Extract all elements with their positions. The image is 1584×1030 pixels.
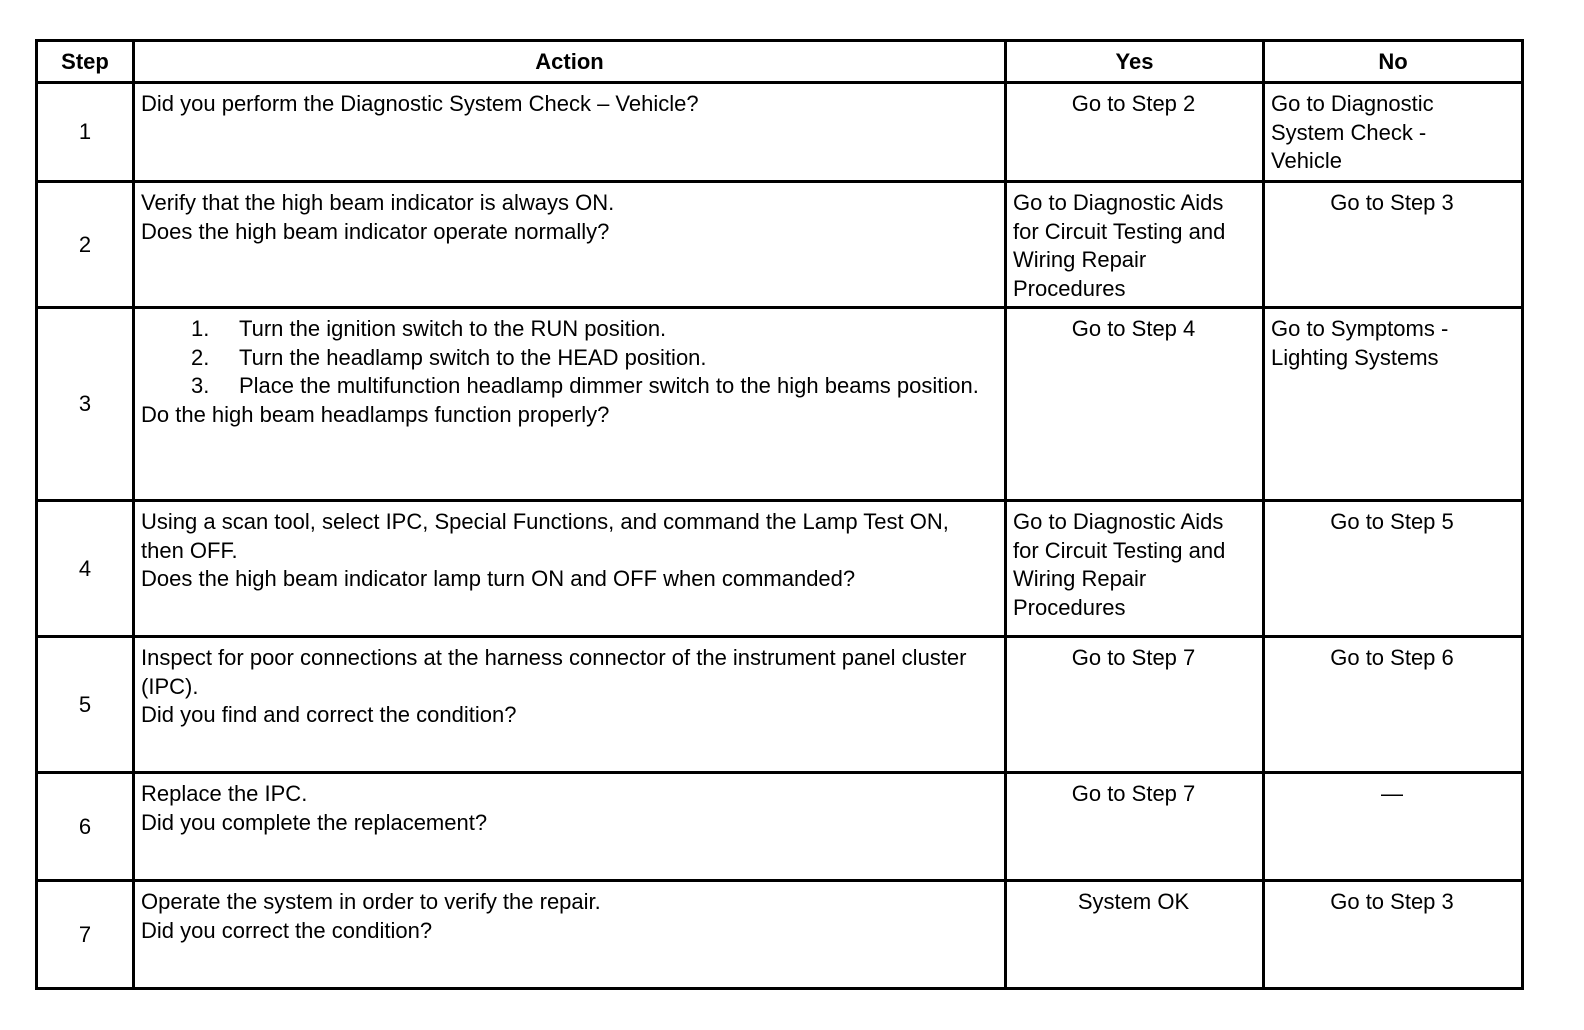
no-cell [1264, 881, 1523, 989]
table-row [37, 881, 1523, 989]
list-item: 2. Turn the headlamp switch to the HEAD position. [191, 344, 707, 370]
yes-result: Go to Step 7 [1071, 645, 1196, 670]
no-result: Go to Diagnostic System Check - Vehicle [1271, 91, 1434, 173]
action-cell [134, 182, 1006, 308]
step-number: 1 [37, 83, 134, 182]
action-instruction: Inspect for poor connections at the harness connector of the instrument panel cluster (IPC). [141, 645, 967, 699]
action-cell [134, 308, 1006, 501]
yes-cell [1006, 773, 1264, 881]
step-number: 5 [37, 637, 134, 773]
action-instruction: Did you perform the Diagnostic System Check – Vehicle? [141, 91, 699, 116]
yes-cell [1006, 308, 1264, 501]
no-cell [1264, 637, 1523, 773]
action-question: Does the high beam indicator lamp turn ON and OFF when commanded? [141, 566, 856, 591]
no-result: Go to Step 3 [1330, 190, 1454, 215]
action-instruction: Verify that the high beam indicator is always ON. [141, 190, 615, 215]
no-result: Go to Symptoms - Lighting Systems [1271, 316, 1449, 370]
no-result: Go to Step 3 [1330, 889, 1454, 914]
action-cell [134, 83, 1006, 182]
list-item: 1. Turn the ignition switch to the RUN position. [191, 316, 667, 341]
no-cell [1264, 83, 1523, 182]
action-steps-list [141, 315, 996, 401]
no-cell [1264, 182, 1523, 308]
yes-cell [1006, 881, 1264, 989]
table-row [37, 773, 1523, 881]
step-number: 2 [37, 182, 134, 308]
step-number: 7 [37, 881, 134, 989]
no-result: Go to Step 6 [1330, 645, 1454, 670]
action-instruction: Using a scan tool, select IPC, Special Functions, and command the Lamp Test ON, then OFF. [141, 509, 949, 563]
list-item: 3. Place the multifunction headlamp dimmer switch to the high beams position. [191, 373, 979, 398]
no-result: — [1381, 781, 1403, 806]
step-number: 3 [37, 308, 134, 501]
table-row [37, 182, 1523, 308]
header-no: No [1264, 41, 1523, 83]
yes-result: Go to Diagnostic Aids for Circuit Testing and Wiring Repair Procedures [1013, 190, 1226, 301]
yes-cell [1006, 501, 1264, 637]
action-instruction: Replace the IPC. [141, 781, 308, 806]
header-yes: Yes [1006, 41, 1264, 83]
yes-cell [1006, 83, 1264, 182]
action-cell [134, 501, 1006, 637]
no-cell [1264, 773, 1523, 881]
action-instruction: Operate the system in order to verify the repair. [141, 889, 601, 914]
action-cell [134, 773, 1006, 881]
yes-result: Go to Step 2 [1071, 91, 1196, 116]
no-result: Go to Step 5 [1330, 509, 1454, 534]
action-question: Did you correct the condition? [141, 917, 433, 943]
action-question: Does the high beam indicator operate normally? [141, 218, 610, 244]
yes-result: System OK [1077, 889, 1190, 914]
action-question: Do the high beam headlamps function properly? [141, 401, 610, 427]
step-number: 6 [37, 773, 134, 881]
action-question: Did you find and correct the condition? [141, 702, 517, 727]
no-cell [1264, 308, 1523, 501]
table-row [37, 501, 1523, 637]
table-row [37, 83, 1523, 182]
no-cell [1264, 501, 1523, 637]
yes-result: Go to Diagnostic Aids for Circuit Testing and Wiring Repair Procedures [1013, 509, 1226, 620]
action-question: Did you complete the replacement? [141, 809, 488, 835]
yes-cell [1006, 182, 1264, 308]
yes-result: Go to Step 7 [1071, 781, 1196, 806]
yes-cell [1006, 637, 1264, 773]
yes-result: Go to Step 4 [1071, 316, 1196, 341]
action-cell [134, 637, 1006, 773]
step-number: 4 [37, 501, 134, 637]
header-row [37, 41, 1523, 83]
table-row [37, 637, 1523, 773]
action-cell [134, 881, 1006, 989]
header-step: Step [37, 41, 134, 83]
table-row [37, 308, 1523, 501]
diagnostic-table [35, 39, 1524, 990]
header-action: Action [134, 41, 1006, 83]
